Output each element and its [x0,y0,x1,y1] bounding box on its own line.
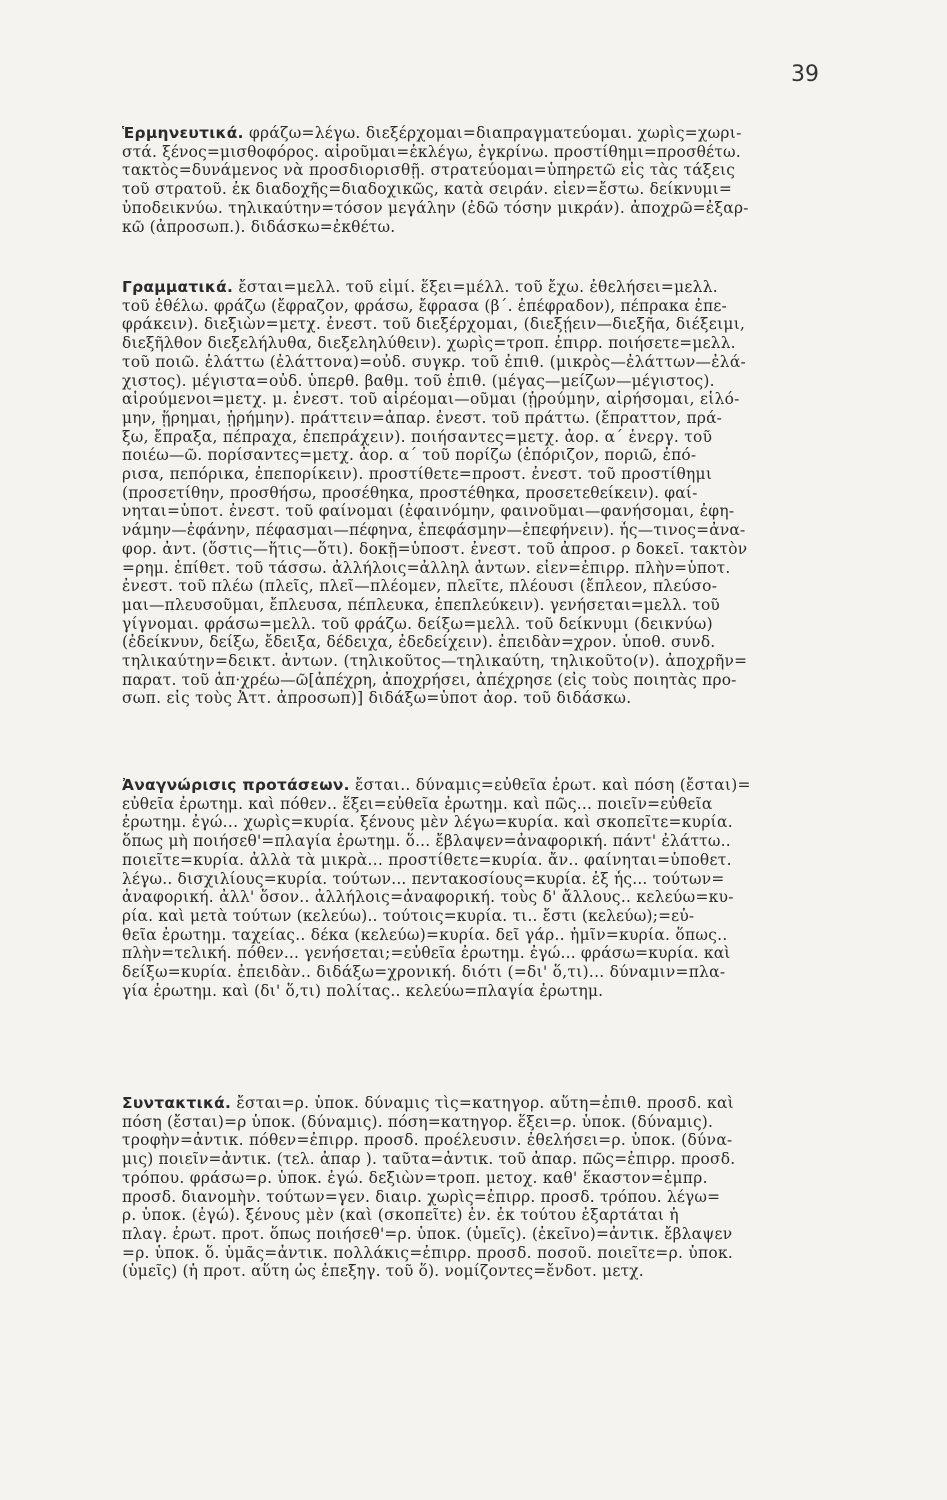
text-line: =ρ. ὑποκ. ὅ. ὑμᾶς=ἀντικ. πολλάκις=ἐπιρρ. προσδ. ποσοῦ. ποιεῖτε=ρ. ὑποκ. [122,1243,734,1262]
text-line: γία ἐρωτημ. καὶ (δι' ὅ,τι) πολίτας.. κελεύω=πλαγία ἐρωτημ. [122,981,604,1000]
text-line: χιστος). μέγιστα=οὐδ. ὑπερθ. βαθμ. τοῦ ἐπιθ. (μέγας—μείζων—μέγιστος). [122,371,715,390]
text-line: τροφὴν=ἀντικ. πόθεν=ἐπιρρ. προσδ. προέλευσιν. ἐθελήσει=ρ. ὑποκ. (δύνα- [122,1131,733,1150]
text-line: τοῦ ἐθέλω. φράζω (ἔφραζον, φράσω, ἔφρασα (β΄. ἐπέφραδον), πέπρακα ἐπε- [122,296,727,315]
text-line: μις) ποιεῖν=ἀντικ. (τελ. ἀπαρ ). ταῦτα=ἀντικ. τοῦ ἀπαρ. πῶς=ἐπιρρ. προσδ. [122,1150,736,1169]
text-line: νάμην—ἐφάνην, πέφασμαι—πέφηνα, ἐπεφάσμην—ἐπεφήνειν). ἧς—τινος=ἀνα- [122,521,746,540]
text-line: ρισα, πεπόρικα, ἐπεπορίκειν). προστίθετε=προστ. ἐνεστ. τοῦ προστίθημι [122,465,713,484]
text-line [122,776,822,795]
text-line [122,1094,822,1113]
line-text: ἔσται=μελλ. τοῦ εἰμί. ἕξει=μέλλ. τοῦ ἔχω. ἐθελήσει=μελλ. [238,278,718,296]
line-text: ἔσται.. δύναμις=εὐθεῖα ἐρωτ. καὶ πόση (ἔσται)= [355,776,751,794]
text-line: ποιέω—ῶ. πορίσαντες=μετχ. ἀορ. α΄ τοῦ πορίζω (ἐπόριζον, ποριῶ, ἐπό- [122,446,697,465]
text-line: στά. ξένος=μισθοφόρος. αἱροῦμαι=ἐκλέγω, ἐγκρίνω. προστίθημι=προσθέτω. [122,142,741,161]
text-line: πλὴν=τελική. πόθεν... γενήσεται;=εὐθεῖα ἐρωτημ. ἐγώ... φράσω=κυρία. καὶ [122,944,731,963]
text-line: γίγνομαι. φράσω=μελλ. τοῦ φράζω. δείξω=μελλ. τοῦ δείκνυμι (δεικνύω) [122,614,713,633]
text-line: ἀναφορική. ἀλλ' ὅσον.. ἀλλήλοις=ἀναφορική. τοὺς δ' ἄλλους.. κελεύω=κυ- [122,888,734,907]
text-line: κῶ (ἀπροσωπ.). διδάσκω=ἐκθέτω. [122,217,396,236]
text-line: τοῦ στρατοῦ. ἐκ διαδοχῆς=διαδοχικῶς, κατὰ σειράν. εἶεν=ἔστω. δείκνυμι= [122,180,732,199]
text-line: ρ. ὑποκ. (ἐγώ). ξένους μὲν (καὶ (σκοπεῖτε) ἐν. ἐκ τούτου ἐξαρτάται ἡ [122,1206,679,1225]
text-line: μαι—πλευσοῦμαι, ἔπλευσα, πέπλευκα, ἐπεπλεύκειν). γενήσεται=μελλ. τοῦ [122,595,720,614]
text-line: ὅπως μὴ ποιήσεθ'=πλαγία ἐρωτημ. ὅ... ἔβλαψεν=ἀναφορική. πάντ' ἐλάττω.. [122,832,731,851]
text-line: λέγω.. δισχιλίους=κυρία. τούτων... πεντακοσίους=κυρία. ἐξ ἧς... τούτων= [122,869,725,888]
text-line: πλαγ. ἐρωτ. προτ. ὅπως ποιήσεθ'=ρ. ὑποκ. (ὑμεῖς). (ἐκεῖνο)=ἀντικ. ἔβλαψεν [122,1224,733,1243]
text-line: σωπ. εἰς τοὺς Ἀττ. ἀπροσωπ)] διδάξω=ὑποτ ἀορ. τοῦ διδάσκω. [122,689,632,708]
text-line: νηται=ὑποτ. ἐνεστ. τοῦ φαίνομαι (ἐφαινόμην, φαινοῦμαι—φανήσομαι, ἐφη- [122,502,735,521]
text-line [122,278,822,297]
section-anagnorisis-protaseon [122,776,822,1000]
text-line: εὐθεῖα ἐρωτημ. καὶ πόθεν.. ἕξει=εὐθεῖα ἐρωτημ. καὶ πῶς... ποιεῖν=εὐθεῖα [122,794,713,813]
section-syntaktika [122,1094,822,1281]
text-line: =ρημ. ἐπίθετ. τοῦ τάσσω. ἀλλήλοις=ἀλληλ ἀντων. εἶεν=ἐπιρρ. πλὴν=ὑποτ. [122,558,731,577]
text-line [122,124,822,143]
text-line: τηλικαύτην=δεικτ. ἀντων. (τηλικοῦτος—τηλικαύτη, τηλικοῦτο(ν). ἀποχρῆν= [122,652,748,671]
text-line: ἐρωτημ. ἐγώ... χωρὶς=κυρία. ξένους μὲν λέγω=κυρία. καὶ σκοπεῖτε=κυρία. [122,813,733,832]
section-heading: Γραμματικά. [122,278,234,296]
page-number: 39 [791,62,819,87]
text-line: ὑποδεικνύω. τηλικαύτην=τόσον μεγάλην (ἐδῶ τόσην μικράν). ἀποχρῶ=ἐξαρ- [122,198,749,217]
section-heading: Ἑρμηνευτικά. [122,124,244,142]
text-line: δείξω=κυρία. ἐπειδὰν.. διδάξω=χρονική. διότι (=δι' ὅ,τι)... δύναμιν=πλα- [122,963,726,982]
text-line: ρία. καὶ μετὰ τούτων (κελεύω).. τούτοις=κυρία. τι.. ἔστι (κελεύω);=εὐ- [122,906,695,925]
text-line: διεξῆλθον διεξελήλυθα, διεξεληλύθειν). χωρὶς=τροπ. ἐπιρρ. ποιήσετε=μελλ. [122,334,736,353]
text-line: (ὑμεῖς) (ἡ προτ. αὕτη ὡς ἐπεξηγ. τοῦ ὅ). νομίζοντες=ἔνδοτ. μετχ. [122,1262,644,1281]
text-line: ποιεῖτε=κυρία. ἀλλὰ τὰ μικρὰ... προστίθετε=κυρία. ἄν.. φαίνηται=ὑποθετ. [122,850,732,869]
section-heading: Συντακτικά. [122,1094,232,1112]
text-line: (προσετίθην, προσθήσω, προσέθηκα, προστέθηκα, προσετεθείκειν). φαί- [122,483,698,502]
text-line: μην, ᾕρημαι, ᾑρήμην). πράττειν=ἀπαρ. ἐνεστ. τοῦ πράττω. (ἔπραττον, πρά- [122,408,723,427]
text-line: τακτὸς=δυνάμενος νὰ προσδιορισθῇ. στρατεύομαι=ὑπηρετῶ εἰς τὰς τάξεις [122,161,736,180]
text-line: τοῦ ποιῶ. ἐλάττω (ἐλάττονα)=οὐδ. συγκρ. τοῦ ἐπιθ. (μικρὸς—ἐλάττων—ἐλά- [122,352,747,371]
text-line: φράκειν). διεξιὼν=μετχ. ἐνεστ. τοῦ διεξέρχομαι, (διεξῄειν—διεξῆα, διέξειμι, [122,315,746,334]
text-line: αἱρούμενοι=μετχ. μ. ἐνεστ. τοῦ αἱρέομαι—οῦμαι (ᾑρούμην, αἱρήσομαι, εἱλό- [122,390,740,409]
text-line: τρόπου. φράσω=ρ. ὑποκ. ἐγώ. δεξιὼν=τροπ. μετοχ. καθ' ἕκαστον=ἐμπρ. [122,1168,708,1187]
text-line: (ἐδείκνυν, δείξω, ἔδειξα, δέδειχα, ἐδεδείχειν). ἐπειδὰν=χρον. ὑποθ. συνδ. [122,633,716,652]
text-line: πόση (ἔσται)=ρ ὑποκ. (δύναμις). πόση=κατηγορ. ἕξει=ρ. ὑποκ. (δύναμις). [122,1112,714,1131]
line-text: φράζω=λέγω. διεξέρχομαι=διαπραγματεύομαι. χωρὶς=χωρι- [248,124,742,142]
text-line: προσδ. διανομὴν. τούτων=γεν. διαιρ. χωρὶς=ἐπιρρ. προσδ. τρόπου. λέγω= [122,1187,721,1206]
text-line: ξω, ἔπραξα, πέπραχα, ἐπεπράχειν). ποιήσαντες=μετχ. ἀορ. α΄ ἐνεργ. τοῦ [122,427,713,446]
text-line: παρατ. τοῦ ἀπ·χρέω—ῶ[ἀπέχρη, ἀποχρήσει, ἀπέχρησε (εἰς τοὺς ποιητὰς προ- [122,670,737,689]
text-line: φορ. ἀντ. (ὅστις—ἥτις—ὅτι). δοκῇ=ὑποστ. ἐνεστ. τοῦ ἀπροσ. ρ δοκεῖ. τακτὸν [122,539,748,558]
section-hermeneutika [122,124,822,236]
section-heading: Ἀναγνώρισις προτάσεων. [122,776,350,794]
text-line: θεῖα ἐρωτημ. ταχείας.. δέκα (κελεύω)=κυρία. δεῖ γάρ.. ἡμῖν=κυρία. ὅπως.. [122,925,728,944]
line-text: ἔσται=ρ. ὑποκ. δύναμις τὶς=κατηγορ. αὕτη=ἐπιθ. προσδ. καὶ [236,1094,734,1112]
text-line: ἐνεστ. τοῦ πλέω (πλεῖς, πλεῖ—πλέομεν, πλεῖτε, πλέουσι (ἔπλεον, πλεύσο- [122,577,718,596]
section-grammatika [122,278,822,708]
